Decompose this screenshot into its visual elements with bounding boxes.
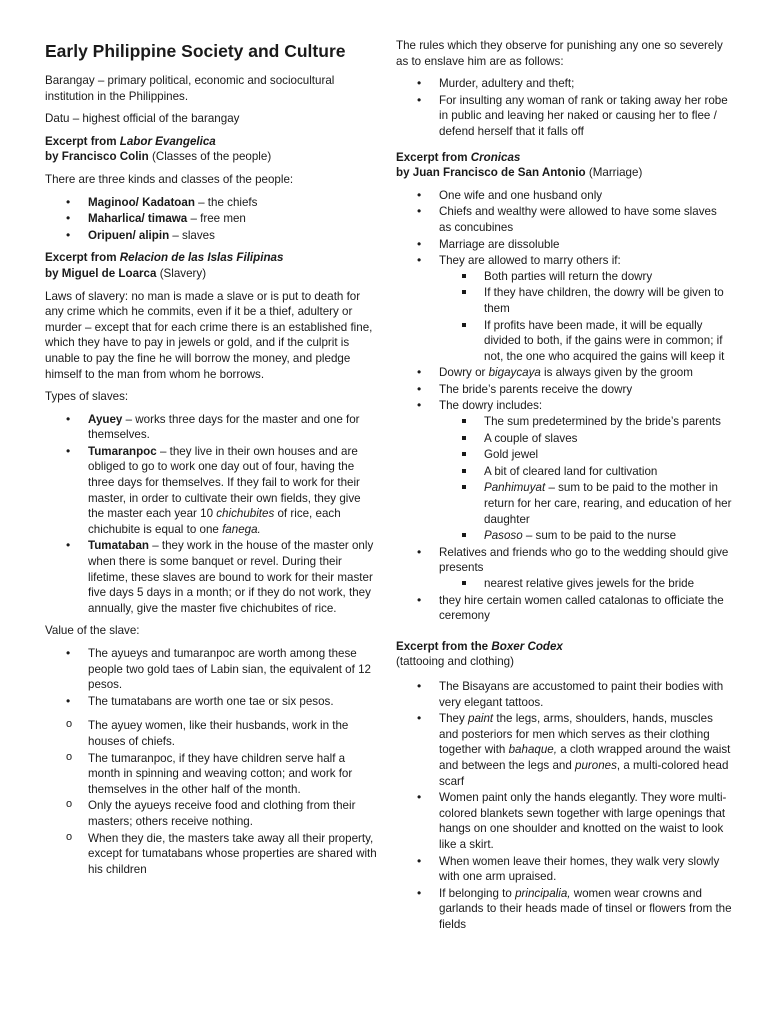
list-item: • Chiefs and wealthy were allowed to have some slaves as concubines (396, 204, 732, 235)
slave-types-list (45, 412, 377, 617)
left-column (45, 0, 377, 884)
list-item: The sum predetermined by the bride’s parents (439, 414, 732, 430)
list-item: • Tumaranpoc – they live in their own houses and are obliged to go to work one day out of four, having the three days for themselves. If they fail to work for their master, in order to cultivate their own fields, they give the master each year 10 chichubites of rice, each chichubite is equal to one fanega. (45, 444, 377, 538)
classes-intro: There are three kinds and classes of the people: (45, 172, 294, 186)
list-item: • Maharlica/ timawa – free men (45, 211, 377, 227)
list-item: • If belonging to principalia, women wear crowns and garlands to their heads made of tinsel or flowers from the fields (396, 886, 732, 933)
list-item: • When women leave their homes, they walk very slowly with one arm upraised. (396, 854, 732, 885)
rules-list (396, 76, 732, 139)
list-item: A bit of cleared land for cultivation (439, 464, 732, 480)
list-item: • The tumatabans are worth one tae or six pesos. (45, 694, 377, 710)
list-item: o Only the ayueys receive food and clothing from their masters; others receive nothing. (45, 798, 377, 829)
list-item: • Murder, adultery and theft; (396, 76, 732, 92)
list-item: Both parties will return the dowry (439, 269, 732, 285)
right-column (396, 38, 732, 939)
value-notes-list (45, 718, 377, 877)
list-item: • Relatives and friends who go to the wedding should give presents nearest relative gives jewels for the bride (396, 545, 732, 592)
list-item: • The bride’s parents receive the dowry (396, 382, 732, 398)
colin-excerpt-heading: Excerpt from Labor Evangelica by Francisco Colin (Classes of the people) (45, 134, 272, 164)
classes-list (45, 195, 377, 244)
rules-intro: The rules which they observe for punishing any one so severely as to enslave him are as follows: (396, 39, 723, 68)
list-item: • They paint the legs, arms, shoulders, hands, muscles and posteriors for men which serves as their clothing together with bahaque, a cloth wrapped around the waist and between the legs and purones, a multi-colored head scarf (396, 711, 732, 789)
list-item: Pasoso – sum to be paid to the nurse (439, 528, 732, 544)
list-item: If they have children, the dowry will be given to them (439, 285, 732, 316)
list-item: • Marriage are dissoluble (396, 237, 732, 253)
presents-list (439, 576, 732, 592)
list-item: o The tumaranpoc, if they have children serve half a month in spinning and weaving cotton; and work for themselves in the other half of the month. (45, 751, 377, 798)
list-item: Panhimuyat – sum to be paid to the mother in return for her care, rearing, and education of her daughter (439, 480, 732, 527)
list-item: o The ayuey women, like their husbands, work in the houses of chiefs. (45, 718, 377, 749)
list-item: • They are allowed to marry others if: Both parties will return the dowry If they have children, the dowry will be given to them If profits have been made, it will be equally divided to both, if the gains were in common; if not, the one who acquired the gains will keep it (396, 253, 732, 364)
value-label: Value of the slave: (45, 624, 140, 638)
list-item: o When they die, the masters take away all their property, except for tumatabans whose properties are shared with his children (45, 831, 377, 878)
types-label: Types of slaves: (45, 390, 129, 404)
value-list (45, 646, 377, 709)
list-item: • Women paint only the hands elegantly. They wore multi-colored blankets sewn together with large openings that hangs on one shoulder and knotted on the waist to look like a skirt. (396, 790, 732, 852)
list-item: If profits have been made, it will be equally divided to both, if the gains were in common; if not, the one who acquired the gains will keep it (439, 318, 732, 365)
list-item: • Dowry or bigaycaya is always given by the groom (396, 365, 732, 381)
list-item: • One wife and one husband only (396, 188, 732, 204)
list-item: • The dowry includes: The sum predetermined by the bride’s parents A couple of slaves Gold jewel A bit of cleared land for cultivation Panhimuyat – sum to be paid to the mother in return for her care, rearing, and education of her daughter Pasoso – sum to be paid to the nurse (396, 398, 732, 543)
list-item: • The ayueys and tumaranpoc are worth among these people two gold taes of Labin sian, the equivalent of 12 pesos. (45, 646, 377, 693)
laws-of-slavery: Laws of slavery: no man is made a slave or is put to death for any crime which he commits, even if it be a thief, adultery or murder – except that for each crime there is an established fine, which they have to pay in jewels or gold, and if the culprit is unable to pay the fine he will borrow the money, and pledge himself to the man from whom he borrows. (45, 289, 373, 381)
list-item: nearest relative gives jewels for the bride (439, 576, 732, 592)
list-item: • For insulting any woman of rank or taking away her robe in public and leaving her naked or causing her to flee / defend herself that it falls off (396, 93, 732, 140)
list-item: A couple of slaves (439, 431, 732, 447)
page-title: Early Philippine Society and Culture (45, 41, 346, 61)
barangay-definition: Barangay – primary political, economic and sociocultural institution in the Philippines. (45, 74, 335, 103)
antonio-excerpt-heading: Excerpt from Cronicas by Juan Francisco de San Antonio (Marriage) (396, 150, 643, 180)
marry-conditions-list (439, 269, 732, 365)
loarca-excerpt-heading: Excerpt from Relacion de las Islas Filipinas by Miguel de Loarca (Slavery) (45, 251, 284, 280)
dowry-items-list (439, 414, 732, 544)
list-item: Gold jewel (439, 447, 732, 463)
boxer-excerpt-heading: Excerpt from the Boxer Codex (tattooing and clothing) (396, 639, 563, 669)
list-item: • The Bisayans are accustomed to paint their bodies with very elegant tattoos. (396, 679, 732, 710)
list-item: • Tumataban – they work in the house of the master only when there is some banquet or revel. During their lifetime, these slaves are bound to work for their master five days 5 days in a month; or if they do not work, they annually, give the master five chichubites of rice. (45, 538, 377, 616)
tattoo-list (396, 679, 732, 933)
list-item: • they hire certain women called catalonas to officiate the ceremony (396, 593, 732, 624)
marriage-list (396, 188, 732, 624)
datu-definition: Datu – highest official of the barangay (45, 112, 240, 126)
list-item: • Maginoo/ Kadatoan – the chiefs (45, 195, 377, 211)
list-item: • Ayuey – works three days for the master and one for themselves. (45, 412, 377, 443)
list-item: • Oripuen/ alipin – slaves (45, 228, 377, 244)
